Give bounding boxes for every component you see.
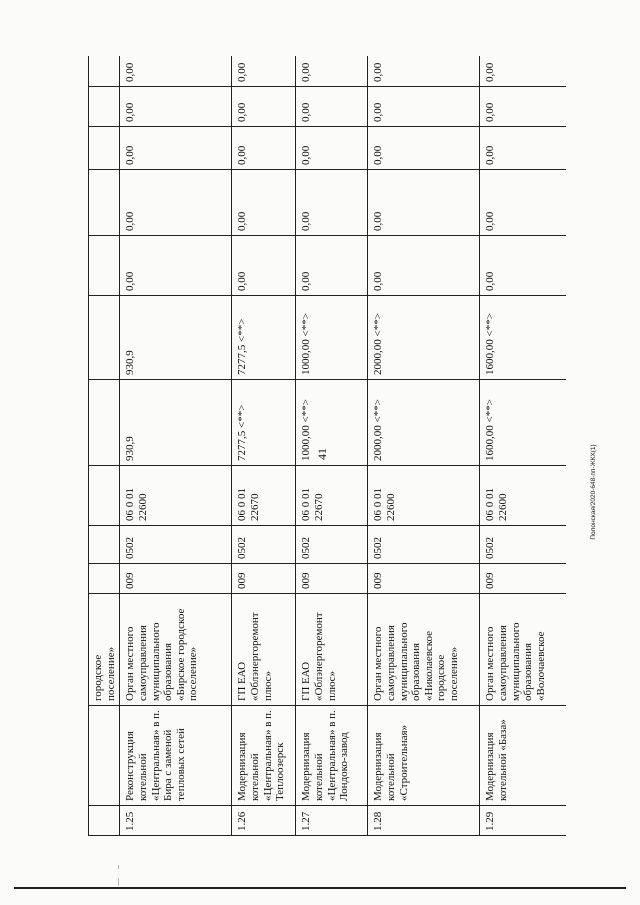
cell-owner: ГП ЕАО «Облэнергоремонт плюс» [296, 594, 368, 706]
cell-csr: 06 0 01 22600 [368, 466, 480, 526]
cell-year-6: 0,00 [232, 56, 296, 87]
cell-grbs [89, 564, 120, 594]
cell-total: 930,9 [120, 380, 232, 466]
cell-year-1: 1600,00 <**> [480, 296, 566, 380]
cell-year-2: 0,00 [232, 236, 296, 296]
cell-year-2: 0,00 [296, 236, 368, 296]
cell-year-2 [89, 236, 120, 296]
cell-year-5: 0,00 [296, 87, 368, 127]
cell-year-3: 0,00 [232, 170, 296, 236]
cell-name: Модернизация котельной «База» [480, 706, 566, 806]
cell-rzpr: 0502 [232, 526, 296, 564]
cell-year-4: 0,00 [232, 127, 296, 170]
cell-no: 1.26 [232, 806, 296, 836]
table-row [368, 56, 480, 836]
cell-owner: Орган местного самоуправления муниципального образования «Волочаевское [480, 594, 566, 706]
cell-rzpr: 0502 [296, 526, 368, 564]
table-viewport [88, 56, 566, 836]
cell-year-5 [89, 87, 120, 127]
cell-year-4: 0,00 [368, 127, 480, 170]
cell-year-1: 1000,00 <**> [296, 296, 368, 380]
cell-csr: 06 0 01 22670 [232, 466, 296, 526]
table-row [480, 56, 566, 836]
cell-grbs: 009 [120, 564, 232, 594]
cell-year-3: 0,00 [480, 170, 566, 236]
cell-year-6: 0,00 [480, 56, 566, 87]
cell-owner: Орган местного самоуправления муниципального образования «Бирское городское поселение» [120, 594, 232, 706]
cell-no [89, 806, 120, 836]
cell-total: 7277,5 <**> [232, 380, 296, 466]
cell-year-6 [89, 56, 120, 87]
cell-year-2: 0,00 [120, 236, 232, 296]
cell-grbs: 009 [296, 564, 368, 594]
cell-grbs: 009 [480, 564, 566, 594]
cell-total: 1000,00 <**> [296, 380, 368, 466]
cell-year-1 [89, 296, 120, 380]
cell-year-4: 0,00 [120, 127, 232, 170]
scan-mark [118, 878, 119, 886]
cell-year-3: 0,00 [296, 170, 368, 236]
cell-year-4: 0,00 [296, 127, 368, 170]
cell-no: 1.28 [368, 806, 480, 836]
cell-no: 1.27 [296, 806, 368, 836]
cell-year-1: 2000,00 <**> [368, 296, 480, 380]
cell-name [89, 706, 120, 806]
cell-year-6: 0,00 [296, 56, 368, 87]
cell-year-2: 0,00 [368, 236, 480, 296]
cell-year-5: 0,00 [368, 87, 480, 127]
cell-year-6: 0,00 [368, 56, 480, 87]
cell-rzpr [89, 526, 120, 564]
document-code: Полонская/2020-648-пп-ЖКХ(1) [590, 444, 597, 540]
cell-csr: 06 0 01 22600 [120, 466, 232, 526]
cell-year-5: 0,00 [480, 87, 566, 127]
cell-no: 1.29 [480, 806, 566, 836]
cell-csr: 06 0 01 22600 [480, 466, 566, 526]
cell-year-5: 0,00 [120, 87, 232, 127]
cell-grbs: 009 [368, 564, 480, 594]
cell-total: 2000,00 <**> [368, 380, 480, 466]
scan-mark [118, 865, 119, 869]
table-row [296, 56, 368, 836]
cell-name: Реконструкция котельной «Центральная» в п. Бира с заменой тепловых сетей [120, 706, 232, 806]
cell-owner: городское поселение» [89, 594, 120, 706]
cell-no: 1.25 [120, 806, 232, 836]
cell-csr: 06 0 01 22670 [296, 466, 368, 526]
bottom-rule [14, 887, 626, 889]
cell-name: Модернизация котельной «Строительная» [368, 706, 480, 806]
cell-year-1: 7277,5 <**> [232, 296, 296, 380]
cell-year-3: 0,00 [368, 170, 480, 236]
table-row [89, 56, 120, 836]
cell-year-5: 0,00 [232, 87, 296, 127]
cell-year-4: 0,00 [480, 127, 566, 170]
cell-total [89, 380, 120, 466]
cell-year-2: 0,00 [480, 236, 566, 296]
cell-rzpr: 0502 [120, 526, 232, 564]
page-number: 41 [315, 448, 329, 460]
cell-grbs: 009 [232, 564, 296, 594]
cell-owner: ГП ЕАО «Облэнергоремонт плюс» [232, 594, 296, 706]
cell-year-3 [89, 170, 120, 236]
cell-total: 1600,00 <**> [480, 380, 566, 466]
cell-owner: Орган местного самоуправления муниципального образования «Николаевское городское поселение» [368, 594, 480, 706]
cell-year-4 [89, 127, 120, 170]
cell-rzpr: 0502 [368, 526, 480, 564]
cell-name: Модернизация котельной «Центральная» в п. Лондоко-завод [296, 706, 368, 806]
cell-csr [89, 466, 120, 526]
program-table [88, 56, 566, 836]
table-row [120, 56, 232, 836]
cell-name: Модернизация котельной «Центральная» в п. Теплоозерск [232, 706, 296, 806]
cell-year-3: 0,00 [120, 170, 232, 236]
cell-year-1: 930,9 [120, 296, 232, 380]
cell-year-6: 0,00 [120, 56, 232, 87]
table-row [232, 56, 296, 836]
cell-rzpr: 0502 [480, 526, 566, 564]
